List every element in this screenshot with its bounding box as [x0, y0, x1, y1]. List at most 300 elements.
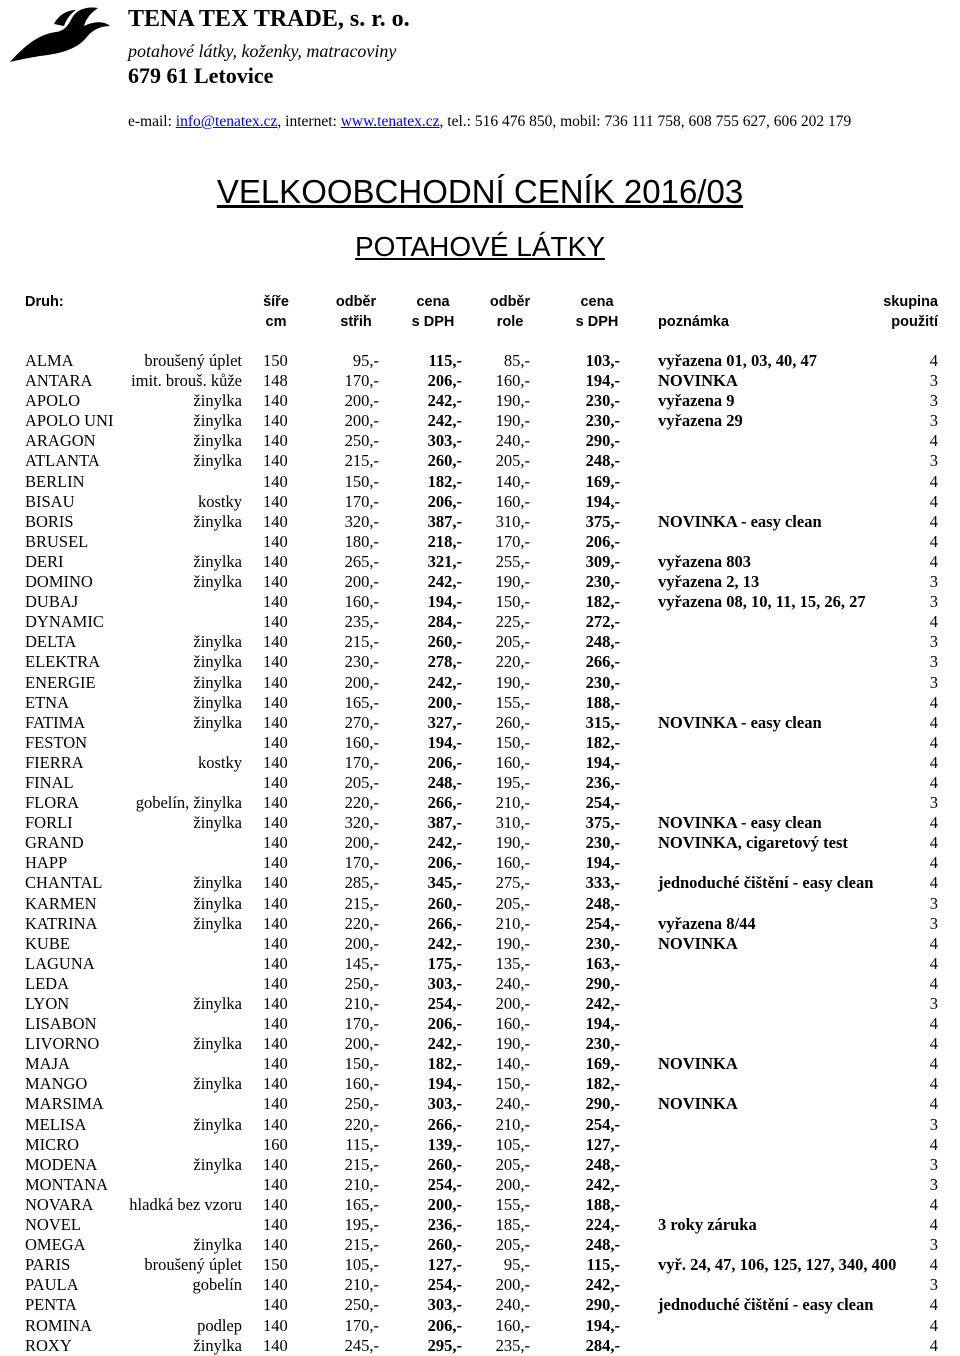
fabric-name: FLORA — [25, 793, 80, 813]
fabric-name: ALMA — [25, 351, 74, 370]
fabric-name: ARAGON — [25, 431, 96, 451]
material: žinylka — [193, 1114, 242, 1134]
header-poznamka: poznámka — [658, 314, 729, 330]
roll-price-vat: 115,- — [586, 1255, 620, 1275]
width: 140 — [263, 1094, 288, 1114]
width: 140 — [263, 833, 288, 853]
email-label: e-mail: — [128, 113, 176, 130]
cut-price-vat: 242,- — [427, 411, 462, 431]
table-row — [0, 693, 960, 713]
material: žinylka — [193, 652, 242, 672]
width: 140 — [263, 471, 288, 491]
cut-quantity-price: 145,- — [344, 953, 379, 973]
roll-price-vat: 169,- — [585, 471, 620, 491]
table-row — [0, 994, 960, 1014]
roll-price-vat: 242,- — [585, 1275, 620, 1295]
roll-price-vat: 163,- — [585, 953, 620, 973]
cut-quantity-price: 215,- — [344, 632, 379, 652]
cut-price-vat: 260,- — [427, 451, 462, 471]
width: 140 — [263, 1275, 288, 1295]
fabric-name: LAGUNA — [25, 953, 95, 973]
roll-quantity-price: 240,- — [495, 973, 530, 993]
material: broušený úplet — [144, 1255, 242, 1275]
usage-group: 4 — [929, 1034, 938, 1054]
cut-quantity-price: 215,- — [344, 893, 379, 913]
fabric-name: NOVEL — [25, 1215, 81, 1235]
roll-price-vat: 309,- — [585, 551, 620, 571]
cut-price-vat: 284,- — [427, 612, 462, 632]
table-row — [0, 914, 960, 934]
width: 140 — [263, 1315, 288, 1335]
table-row — [0, 1215, 960, 1235]
note: jednoduché čištění - easy clean — [658, 873, 874, 893]
cut-price-vat: 387,- — [427, 813, 462, 833]
fabric-name: MODENA — [25, 1154, 98, 1174]
width: 140 — [263, 1034, 288, 1054]
roll-quantity-price: 155,- — [495, 1194, 530, 1214]
roll-quantity-price: 150,- — [495, 1074, 530, 1094]
usage-group: 3 — [929, 451, 938, 471]
width: 140 — [263, 1295, 288, 1315]
note: NOVINKA - easy clean — [658, 813, 822, 833]
table-row — [0, 733, 960, 753]
cut-price-vat: 303,- — [427, 973, 462, 993]
table-row — [0, 592, 960, 612]
cut-price-vat: 242,- — [427, 391, 462, 411]
roll-price-vat: 248,- — [585, 893, 620, 913]
usage-group: 3 — [929, 1154, 938, 1174]
material: žinylka — [193, 712, 242, 732]
cut-quantity-price: 170,- — [344, 1014, 379, 1034]
roll-price-vat: 315,- — [585, 712, 620, 732]
cut-price-vat: 248,- — [427, 772, 462, 792]
usage-group: 4 — [929, 1074, 938, 1094]
usage-group: 3 — [929, 652, 938, 672]
roll-quantity-price: 95,- — [503, 1255, 530, 1275]
width: 140 — [263, 451, 288, 471]
material: žinylka — [193, 873, 242, 893]
header-odber-strih: odběr — [335, 294, 377, 310]
fabric-name: FINAL — [25, 772, 74, 792]
roll-quantity-price: 160,- — [495, 853, 530, 873]
width: 140 — [263, 551, 288, 571]
usage-group: 4 — [929, 351, 938, 370]
width: 140 — [263, 913, 288, 933]
table-row — [0, 753, 960, 773]
width: 150 — [263, 1255, 288, 1275]
fabric-name: OMEGA — [25, 1235, 86, 1255]
width: 140 — [263, 973, 288, 993]
cut-price-vat: 321,- — [427, 551, 462, 571]
usage-group: 4 — [929, 873, 938, 893]
web-link[interactable]: www.tenatex.cz — [340, 113, 440, 130]
table-row — [0, 1255, 960, 1275]
roll-quantity-price: 190,- — [495, 572, 530, 592]
cut-quantity-price: 320,- — [344, 511, 379, 531]
page-subtitle: POTAHOVÉ LÁTKY — [355, 231, 605, 262]
usage-group: 4 — [929, 1295, 938, 1315]
fabric-name: BORIS — [25, 511, 74, 531]
fabric-name: LISABON — [25, 1014, 97, 1034]
roll-price-vat: 290,- — [585, 1094, 620, 1114]
roll-price-vat: 375,- — [585, 813, 620, 833]
table-row — [0, 612, 960, 632]
cut-quantity-price: 250,- — [344, 431, 379, 451]
roll-price-vat: 224,- — [585, 1215, 620, 1235]
fabric-name: ROXY — [25, 1335, 72, 1355]
table-row — [0, 713, 960, 733]
usage-group: 4 — [929, 712, 938, 732]
header-sire-unit: cm — [265, 314, 287, 330]
usage-group: 4 — [929, 1215, 938, 1235]
roll-quantity-price: 200,- — [495, 1174, 530, 1194]
usage-group: 3 — [929, 391, 938, 411]
roll-quantity-price: 210,- — [495, 793, 530, 813]
fabric-name: FATIMA — [25, 712, 86, 732]
width: 140 — [263, 431, 288, 451]
usage-group: 3 — [929, 893, 938, 913]
fabric-name: PENTA — [25, 1295, 77, 1315]
fabric-name: MARSIMA — [25, 1094, 104, 1114]
internet-label: , internet: — [277, 113, 341, 130]
width: 140 — [263, 491, 288, 511]
material: žinylka — [193, 1034, 242, 1054]
table-row — [0, 1336, 960, 1356]
material: žinylka — [193, 672, 242, 692]
roll-quantity-price: 200,- — [495, 1275, 530, 1295]
fabric-name: DERI — [25, 551, 64, 571]
usage-group: 4 — [929, 1054, 938, 1074]
roll-price-vat: 333,- — [585, 873, 620, 893]
header-cena-role: cena — [580, 294, 614, 310]
width: 140 — [263, 672, 288, 692]
roll-quantity-price: 205,- — [495, 893, 530, 913]
material: žinylka — [193, 451, 242, 471]
cut-quantity-price: 220,- — [344, 1114, 379, 1134]
roll-quantity-price: 190,- — [495, 1034, 530, 1054]
note: NOVINKA - easy clean — [658, 511, 822, 531]
cut-price-vat: 387,- — [427, 511, 462, 531]
cut-price-vat: 327,- — [427, 712, 462, 732]
cut-quantity-price: 150,- — [344, 471, 379, 491]
width: 140 — [263, 511, 288, 531]
roll-quantity-price: 190,- — [495, 411, 530, 431]
cut-price-vat: 194,- — [427, 1074, 462, 1094]
cut-quantity-price: 200,- — [344, 933, 379, 953]
usage-group: 4 — [929, 491, 938, 511]
cut-price-vat: 266,- — [427, 1114, 462, 1134]
roll-price-vat: 248,- — [585, 1235, 620, 1255]
cut-price-vat: 206,- — [427, 491, 462, 511]
table-row — [0, 853, 960, 873]
price-table — [0, 351, 960, 1356]
table-row — [0, 793, 960, 813]
roll-price-vat: 230,- — [585, 1034, 620, 1054]
table-row — [0, 1014, 960, 1034]
table-row — [0, 492, 960, 512]
roll-quantity-price: 135,- — [495, 953, 530, 973]
header-cena-strih-dph: s DPH — [411, 314, 455, 330]
table-row — [0, 411, 960, 431]
fabric-name: LYON — [25, 994, 70, 1013]
cut-price-vat: 303,- — [427, 1094, 462, 1114]
table-row — [0, 1195, 960, 1215]
material: žinylka — [193, 1235, 242, 1255]
width: 140 — [263, 732, 288, 752]
roll-price-vat: 266,- — [585, 652, 620, 672]
cut-quantity-price: 180,- — [344, 531, 379, 551]
fabric-name: MONTANA — [25, 1174, 109, 1194]
roll-quantity-price: 210,- — [495, 1114, 530, 1134]
page-title: VELKOOBCHODNÍ CENÍK 2016/03 — [216, 173, 744, 210]
table-row — [0, 351, 960, 371]
cut-price-vat: 139,- — [427, 1134, 462, 1154]
table-row — [0, 472, 960, 492]
width: 140 — [263, 933, 288, 953]
header-odber-strih-2: střih — [340, 314, 372, 330]
table-row — [0, 954, 960, 974]
note: NOVINKA, cigaretový test — [658, 833, 848, 853]
note: NOVINKA — [658, 371, 738, 391]
width: 140 — [263, 592, 288, 612]
note: NOVINKA — [658, 933, 738, 953]
width: 140 — [263, 632, 288, 652]
cut-price-vat: 260,- — [427, 893, 462, 913]
cut-quantity-price: 220,- — [344, 913, 379, 933]
width: 140 — [263, 1054, 288, 1074]
cut-price-vat: 115,- — [428, 351, 462, 370]
fabric-name: ETNA — [25, 692, 69, 712]
cut-quantity-price: 160,- — [344, 1074, 379, 1094]
fabric-name: BISAU — [25, 491, 75, 511]
usage-group: 4 — [929, 1094, 938, 1114]
width: 140 — [263, 612, 288, 632]
cut-price-vat: 303,- — [427, 431, 462, 451]
fabric-name: MELISA — [25, 1114, 87, 1134]
roll-quantity-price: 190,- — [495, 672, 530, 692]
width: 140 — [263, 692, 288, 712]
roll-price-vat: 182,- — [585, 732, 620, 752]
usage-group: 4 — [929, 1335, 938, 1355]
roll-quantity-price: 235,- — [495, 1335, 530, 1355]
fabric-name: PAULA — [25, 1275, 79, 1295]
fabric-name: APOLO UNI — [25, 411, 114, 431]
cut-quantity-price: 160,- — [344, 732, 379, 752]
roll-price-vat: 254,- — [585, 913, 620, 933]
cut-quantity-price: 150,- — [344, 1054, 379, 1074]
table-row — [0, 532, 960, 552]
usage-group: 4 — [929, 732, 938, 752]
table-row — [0, 652, 960, 672]
fabric-name: LIVORNO — [25, 1034, 100, 1054]
roll-quantity-price: 185,- — [495, 1215, 530, 1235]
cut-quantity-price: 160,- — [344, 592, 379, 612]
roll-price-vat: 169,- — [585, 1054, 620, 1074]
cut-quantity-price: 105,- — [344, 1255, 379, 1275]
roll-quantity-price: 260,- — [495, 712, 530, 732]
usage-group: 4 — [929, 1194, 938, 1214]
roll-quantity-price: 240,- — [495, 1295, 530, 1315]
material: hladká bez vzoru — [129, 1194, 242, 1214]
roll-quantity-price: 205,- — [495, 1235, 530, 1255]
usage-group: 4 — [929, 612, 938, 632]
material: žinylka — [193, 692, 242, 712]
cut-quantity-price: 210,- — [344, 994, 379, 1013]
cut-price-vat: 345,- — [427, 873, 462, 893]
usage-group: 4 — [929, 1315, 938, 1335]
cut-price-vat: 206,- — [427, 1014, 462, 1034]
width: 140 — [263, 873, 288, 893]
roll-price-vat: 248,- — [585, 451, 620, 471]
cut-quantity-price: 210,- — [344, 1275, 379, 1295]
cut-quantity-price: 165,- — [344, 1194, 379, 1214]
roll-quantity-price: 155,- — [495, 692, 530, 712]
usage-group: 3 — [929, 632, 938, 652]
roll-quantity-price: 220,- — [495, 652, 530, 672]
cut-price-vat: 242,- — [427, 1034, 462, 1054]
width: 160 — [263, 1134, 288, 1154]
roll-price-vat: 230,- — [585, 672, 620, 692]
cut-price-vat: 260,- — [427, 1235, 462, 1255]
cut-price-vat: 242,- — [427, 672, 462, 692]
table-row — [0, 873, 960, 893]
roll-price-vat: 194,- — [585, 853, 620, 873]
usage-group: 4 — [929, 953, 938, 973]
note: vyř. 24, 47, 106, 125, 127, 340, 400 — [658, 1255, 897, 1275]
cut-price-vat: 182,- — [427, 471, 462, 491]
cut-quantity-price: 170,- — [344, 1315, 379, 1335]
material: žinylka — [193, 572, 242, 592]
roll-quantity-price: 150,- — [495, 732, 530, 752]
fabric-name: HAPP — [25, 853, 68, 873]
roll-price-vat: 194,- — [585, 752, 620, 772]
fabric-name: KATRINA — [25, 913, 98, 933]
fabric-name: MANGO — [25, 1074, 88, 1094]
cut-price-vat: 260,- — [427, 632, 462, 652]
usage-group: 4 — [929, 531, 938, 551]
fabric-name: MAJA — [25, 1054, 70, 1074]
table-row — [0, 1155, 960, 1175]
table-row — [0, 1275, 960, 1295]
roll-quantity-price: 240,- — [495, 431, 530, 451]
email-link[interactable]: info@tenatex.cz — [175, 113, 278, 130]
cut-price-vat: 194,- — [427, 732, 462, 752]
roll-price-vat: 194,- — [585, 1315, 620, 1335]
usage-group: 3 — [929, 1235, 938, 1255]
material: žinylka — [193, 391, 242, 411]
cut-price-vat: 260,- — [427, 1154, 462, 1174]
cut-quantity-price: 215,- — [344, 1154, 379, 1174]
roll-price-vat: 242,- — [585, 1174, 620, 1194]
roll-quantity-price: 200,- — [495, 994, 530, 1013]
material: žinylka — [193, 1335, 242, 1355]
cut-quantity-price: 215,- — [344, 451, 379, 471]
usage-group: 4 — [929, 1014, 938, 1034]
material: žinylka — [193, 511, 242, 531]
roll-quantity-price: 275,- — [495, 873, 530, 893]
width: 140 — [263, 1154, 288, 1174]
cut-quantity-price: 170,- — [344, 491, 379, 511]
cut-price-vat: 254,- — [427, 1275, 462, 1295]
roll-quantity-price: 205,- — [495, 632, 530, 652]
usage-group: 4 — [929, 692, 938, 712]
roll-quantity-price: 160,- — [495, 371, 530, 391]
cut-quantity-price: 215,- — [344, 1235, 379, 1255]
fabric-name: BRUSEL — [25, 531, 89, 551]
material: žinylka — [193, 551, 242, 571]
width: 140 — [263, 652, 288, 672]
roll-quantity-price: 225,- — [495, 612, 530, 632]
fabric-name: FIERRA — [25, 752, 84, 772]
cut-quantity-price: 200,- — [344, 672, 379, 692]
cut-quantity-price: 165,- — [344, 692, 379, 712]
roll-price-vat: 206,- — [585, 531, 620, 551]
table-row — [0, 1034, 960, 1054]
usage-group: 4 — [929, 431, 938, 451]
cut-price-vat: 206,- — [427, 752, 462, 772]
width: 140 — [263, 893, 288, 913]
material: žinylka — [193, 1154, 242, 1174]
header-sire: šíře — [263, 294, 289, 310]
cut-quantity-price: 195,- — [344, 1215, 379, 1235]
cut-quantity-price: 200,- — [344, 572, 379, 592]
table-row — [0, 813, 960, 833]
width: 140 — [263, 712, 288, 732]
header-skupina: skupina — [883, 294, 938, 310]
width: 140 — [263, 793, 288, 813]
usage-group: 3 — [929, 672, 938, 692]
roll-quantity-price: 160,- — [495, 491, 530, 511]
fabric-name: ENERGIE — [25, 672, 96, 692]
roll-price-vat: 254,- — [585, 1114, 620, 1134]
roll-price-vat: 236,- — [585, 772, 620, 792]
fabric-name: BERLIN — [25, 471, 85, 491]
roll-price-vat: 188,- — [585, 692, 620, 712]
header-pouziti: použití — [891, 314, 938, 330]
width: 140 — [263, 1014, 288, 1034]
usage-group: 4 — [929, 973, 938, 993]
roll-price-vat: 230,- — [585, 391, 620, 411]
header-cena-strih: cena — [416, 294, 450, 310]
table-row — [0, 431, 960, 451]
cut-quantity-price: 200,- — [344, 1034, 379, 1054]
fabric-name: PARIS — [25, 1255, 71, 1275]
material: broušený úplet — [144, 351, 242, 370]
usage-group: 3 — [929, 572, 938, 592]
roll-quantity-price: 140,- — [495, 471, 530, 491]
fabric-name: FORLI — [25, 813, 73, 833]
material: žinylka — [193, 431, 242, 451]
table-row — [0, 1115, 960, 1135]
cut-price-vat: 236,- — [427, 1215, 462, 1235]
cut-price-vat: 254,- — [427, 994, 462, 1013]
table-row — [0, 894, 960, 914]
table-row — [0, 451, 960, 471]
usage-group: 3 — [929, 1275, 938, 1295]
cut-quantity-price: 170,- — [344, 752, 379, 772]
usage-group: 4 — [929, 471, 938, 491]
table-row — [0, 1054, 960, 1074]
table-row — [0, 512, 960, 532]
fabric-name: KUBE — [25, 933, 70, 953]
cut-price-vat: 127,- — [427, 1255, 462, 1275]
roll-price-vat: 290,- — [585, 431, 620, 451]
fabric-name: MICRO — [25, 1134, 80, 1154]
cut-price-vat: 175,- — [427, 953, 462, 973]
cut-quantity-price: 320,- — [344, 813, 379, 833]
company-logo-icon — [6, 4, 112, 66]
table-row — [0, 1135, 960, 1155]
